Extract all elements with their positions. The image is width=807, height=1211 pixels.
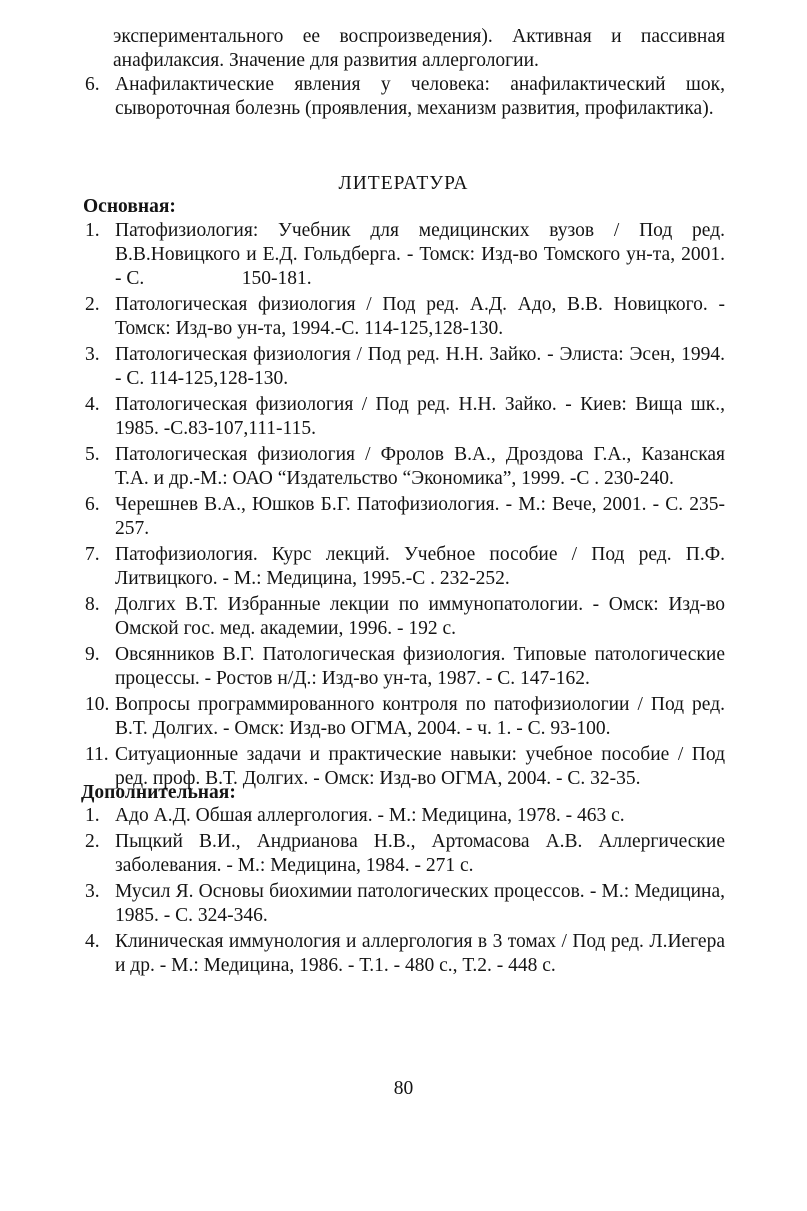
item-number: 1. xyxy=(85,805,100,826)
list-item xyxy=(85,643,725,691)
list-item xyxy=(85,219,730,291)
item-text: Ситуационные задачи и практические навыки: учебное пособие / Под ред. проф. В.Т. Долгих. - Омск: Изд-во ОГМА, 2004. - С. 32-35. xyxy=(115,744,725,789)
item-number: 5. xyxy=(85,444,100,465)
item-number: 6. xyxy=(85,74,100,95)
list-item xyxy=(85,493,725,541)
item-text: Мусил Я. Основы биохимии патологических процессов. - М.: Медицина, 1985. - С. 324-346. xyxy=(115,881,725,926)
page-number: 80 xyxy=(393,1078,414,1099)
main-literature-list xyxy=(85,219,730,793)
item-number: 6. xyxy=(85,494,100,515)
question-list xyxy=(85,73,725,121)
item-text: Патологическая физиология / Под ред. А.Д. Адо, В.В. Новицкого. - Томск: Изд-во ун-та, 1994.-С. 114-125,128-130. xyxy=(115,294,725,339)
item-number: 10. xyxy=(85,694,110,715)
item-number: 9. xyxy=(85,644,100,665)
item-number: 8. xyxy=(85,594,100,615)
list-item xyxy=(85,343,725,391)
item-text: Патологическая физиология / Под ред. Н.Н. Зайко. - Киев: Вища шк., 1985. -С.83-107,111-115. xyxy=(115,394,725,439)
list-item xyxy=(85,804,725,828)
item-number: 3. xyxy=(85,344,100,365)
item-text: Пыцкий В.И., Андрианова Н.В., Артомасова А.В. Аллергические заболевания. - М.: Медицина, 1984. - 271 с. xyxy=(115,831,725,876)
item-text: Патофизиология. Курс лекций. Учебное пособие / Под ред. П.Ф. Литвицкого. - М.: Медицина, 1995.-С . 232-252. xyxy=(115,544,725,589)
previous-item-continuation: экспериментального ее воспроизведения). Активная и пассивная анафилаксия. Значение для развития аллергологии. xyxy=(113,26,725,71)
item-number: 3. xyxy=(85,881,100,902)
item-number: 7. xyxy=(85,544,100,565)
item-number: 11. xyxy=(85,744,109,765)
list-item xyxy=(85,930,725,978)
item-text: Вопросы программированного контроля по патофизиологии / Под ред. В.Т. Долгих. - Омск: Изд-во ОГМА, 2004. - ч. 1. - С. 93-100. xyxy=(115,694,725,739)
item-text: Адо А.Д. Обшая аллергология. - М.: Медицина, 1978. - 463 с. xyxy=(115,805,625,826)
list-item xyxy=(85,880,725,928)
literature-heading: ЛИТЕРАТУРА xyxy=(338,173,469,194)
additional-literature-list xyxy=(85,804,725,980)
item-number: 1. xyxy=(85,220,100,241)
item-text: Патологическая физиология / Фролов В.А., Дроздова Г.А., Казанская Т.А. и др.-М.: ОАО “Издательство “Экономика”, 1999. -С . 230-240. xyxy=(115,444,725,489)
item-text: Черешнев В.А., Юшков Б.Г. Патофизиология. - М.: Вече, 2001. - С. 235-257. xyxy=(115,494,725,539)
item-number: 4. xyxy=(85,394,100,415)
item-text: Овсянников В.Г. Патологическая физиология. Типовые патологические процессы. - Ростов н/Д.: Изд-во ун-та, 1987. - С. 147-162. xyxy=(115,644,725,689)
item-text: Патофизиология: Учебник для медицинских вузов / Под ред. В.В.Новицкого и Е.Д. Гольдберга. - Томск: Изд-во Томского ун-та, 2001. - С. 150-181. xyxy=(115,220,730,289)
item-text: Долгих В.Т. Избранные лекции по иммунопатологии. - Омск: Изд-во Омской гос. мед. академии, 1996. - 192 с. xyxy=(115,594,725,639)
item-text: Анафилактические явления у человека: анафилактический шок, сывороточная болезнь (проявления, механизм развития, профилактика). xyxy=(115,74,725,119)
list-item xyxy=(85,830,725,878)
list-item xyxy=(85,693,725,741)
list-item xyxy=(85,73,725,121)
main-literature-title: Основная: xyxy=(83,196,176,217)
item-number: 2. xyxy=(85,831,100,852)
list-item xyxy=(85,543,725,591)
list-item xyxy=(85,293,725,341)
list-item xyxy=(85,393,725,441)
item-number: 2. xyxy=(85,294,100,315)
additional-literature-title: Дополнительная: xyxy=(81,782,236,803)
item-text: Клиническая иммунология и аллергология в 3 томах / Под ред. Л.Иегера и др. - М.: Медицина, 1986. - Т.1. - 480 с., Т.2. - 448 с. xyxy=(115,931,725,976)
item-number: 4. xyxy=(85,931,100,952)
item-text: Патологическая физиология / Под ред. Н.Н. Зайко. - Элиста: Эсен, 1994. - С. 114-125,128-130. xyxy=(115,344,725,389)
list-item xyxy=(85,443,725,491)
list-item xyxy=(85,593,725,641)
